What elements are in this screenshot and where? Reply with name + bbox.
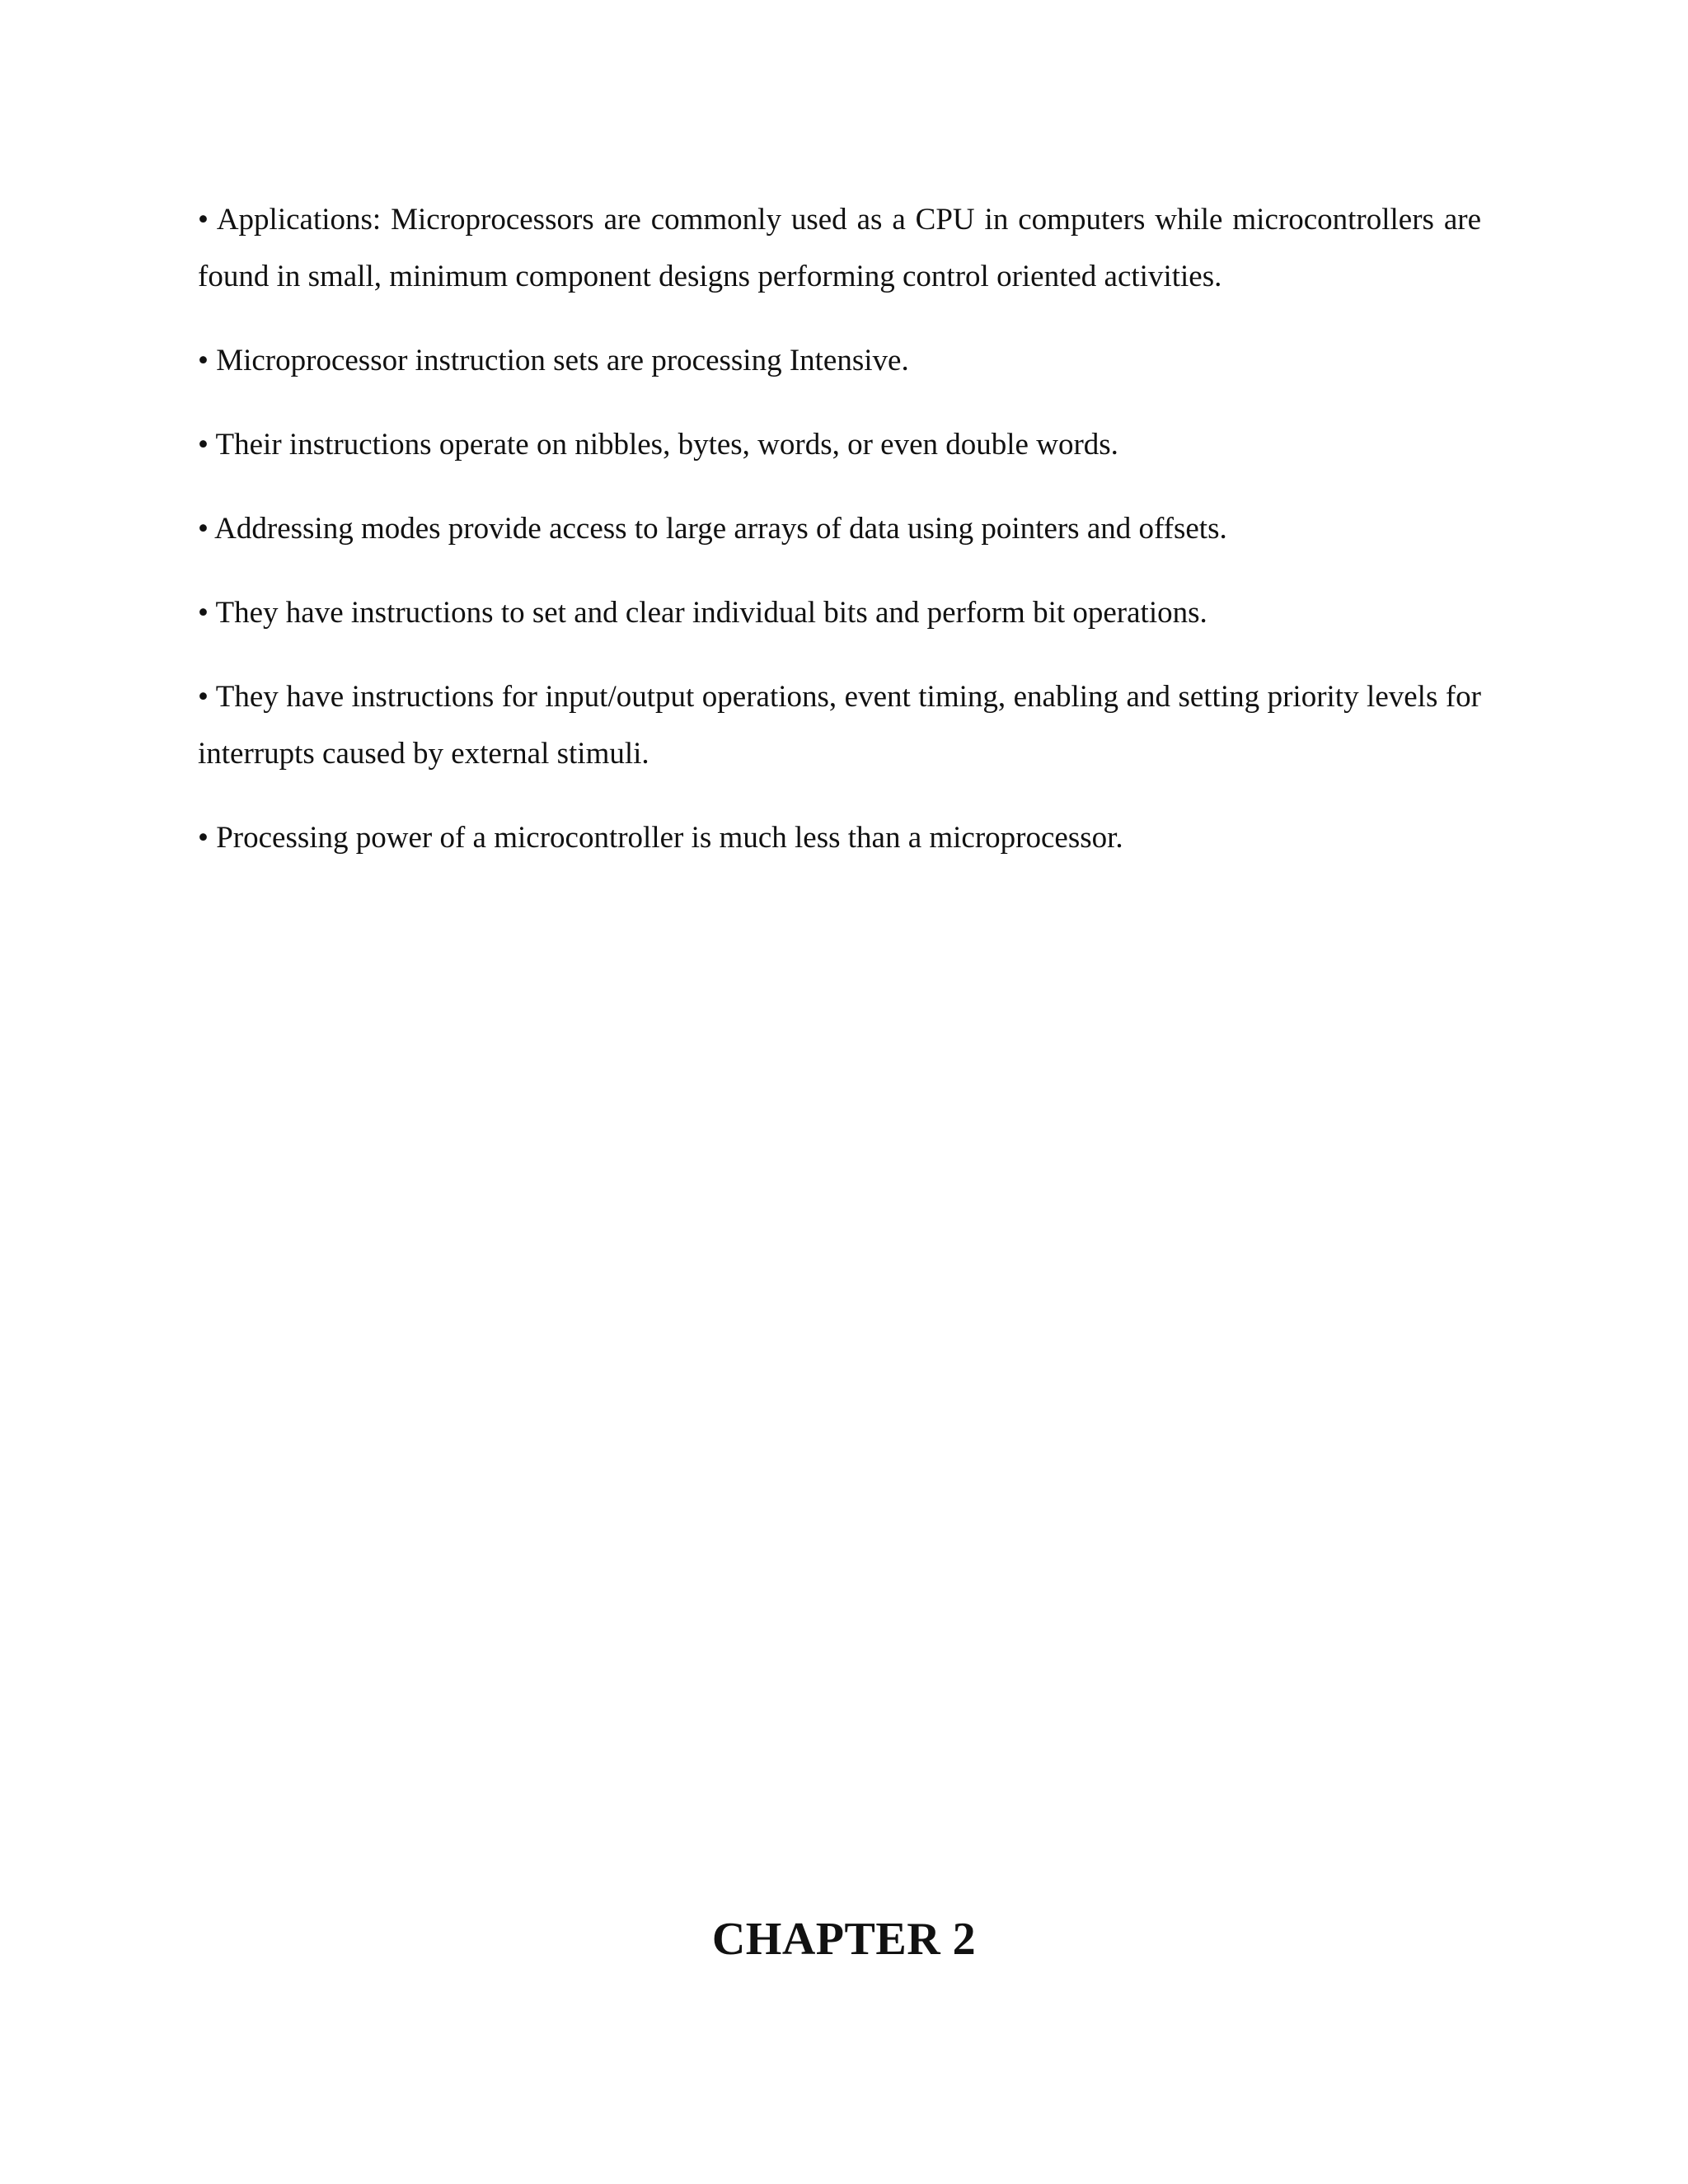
- chapter-heading: CHAPTER 2: [711, 1914, 977, 1965]
- bullet-item-processing-power: • Processing power of a microcontroller is much less than a microprocessor.: [198, 821, 1123, 855]
- bullet-list: [198, 191, 1481, 893]
- bullet-item-bit-operations: • They have instructions to set and clear individual bits and perform bit operations.: [198, 596, 1207, 630]
- bullet-item-applications: • Applications: Microprocessors are commonly used as a CPU in computers while microcontrollers are found in small, minimum component designs performing control oriented activities.: [198, 203, 1481, 293]
- bullet-item-io-operations: • They have instructions for input/output operations, event timing, enabling and setting priority levels for interrupts caused by external stimuli.: [198, 680, 1481, 771]
- bullet-item-addressing-modes: • Addressing modes provide access to large arrays of data using pointers and offsets.: [198, 512, 1227, 546]
- bullet-item-operands: • Their instructions operate on nibbles, bytes, words, or even double words.: [198, 428, 1118, 462]
- bullet-item-instruction-sets: • Microprocessor instruction sets are processing Intensive.: [198, 344, 909, 377]
